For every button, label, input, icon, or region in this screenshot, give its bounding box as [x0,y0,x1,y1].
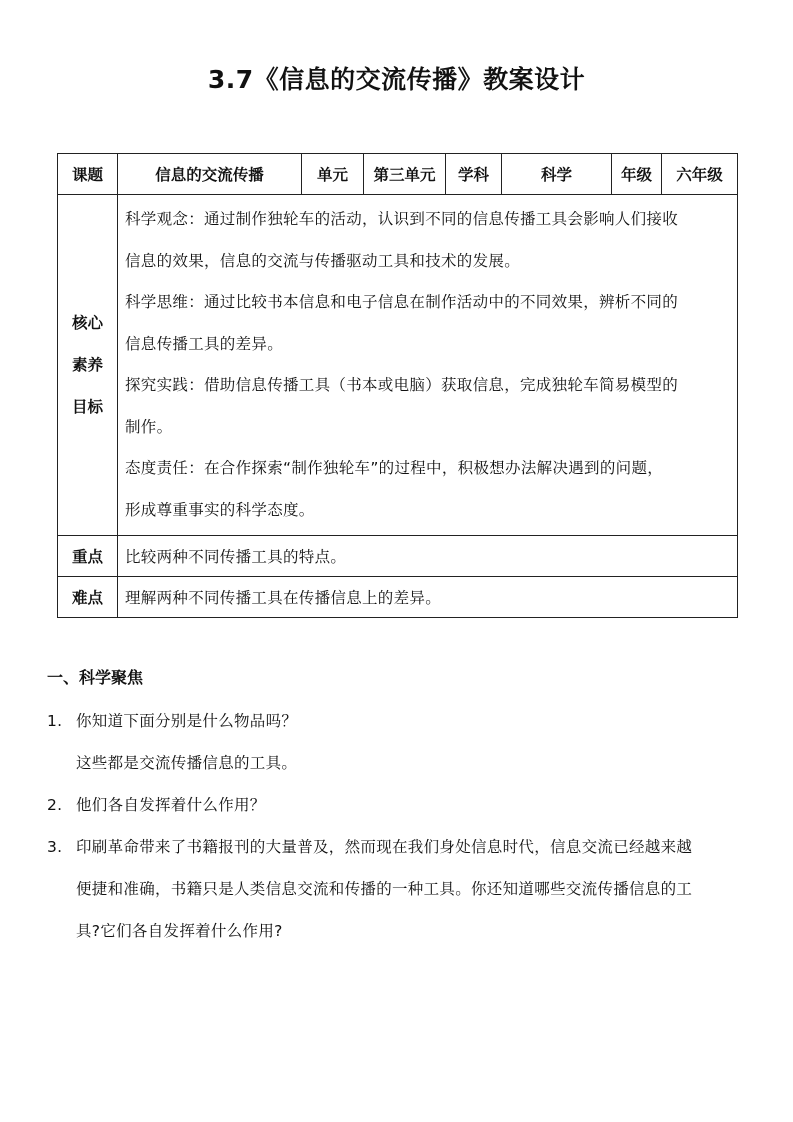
question-text-continued: 这些都是交流传播信息的工具。 [76,754,298,772]
key-point-label: 重点 [58,536,118,577]
core-line-5: 探究实践：借助信息传播工具（书本或电脑）获取信息，完成独轮车简易模型的 [125,376,679,394]
core-line-3: 科学思维：通过比较书本信息和电子信息在制作活动中的不同效果，辨析不同的 [125,293,679,311]
page-title: 3.7《信息的交流传播》教案设计 [207,65,586,94]
unit-label: 单元 [302,154,364,195]
unit-value: 第三单元 [364,154,446,195]
grade-value: 六年级 [662,154,738,195]
core-label-line-3: 目标 [71,398,103,416]
core-line-4: 信息传播工具的差异。 [125,334,284,353]
key-point-row [58,536,738,577]
question-text: 他们各自发挥着什么作用？ [76,796,266,814]
question-item-2 [47,784,757,826]
question-list [47,700,757,952]
grade-label: 年级 [612,154,662,195]
difficult-point-label: 难点 [58,577,118,618]
question-text: 你知道下面分别是什么物品吗？ [76,712,298,730]
topic-value: 信息的交流传播 [118,154,302,195]
topic-label: 课题 [58,154,118,195]
subject-label: 学科 [446,154,502,195]
question-number: 3. [47,838,63,856]
core-line-7: 态度责任：在合作探索“制作独轮车”的过程中，积极想办法解决遇到的问题， [125,459,664,477]
question-item-1 [47,700,757,784]
core-goals-label [58,195,118,536]
difficult-point-text: 理解两种不同传播工具在传播信息上的差异。 [118,577,738,618]
section-heading: 一、科学聚焦 [47,668,144,687]
core-line-8: 形成尊重事实的科学态度。 [125,500,315,519]
core-line-6: 制作。 [125,417,173,436]
table-header-row [58,154,738,195]
core-goals-content [118,195,738,536]
core-goals-row [58,195,738,536]
lesson-plan-table [57,153,738,618]
question-number: 2. [47,796,63,814]
subject-value: 科学 [502,154,612,195]
question-text-continued: 具?它们各自发挥着什么作用? [76,922,283,940]
question-text: 印刷革命带来了书籍报刊的大量普及，然而现在我们身处信息时代，信息交流已经越来越 [76,838,693,856]
question-item-3 [47,826,757,952]
question-text-continued: 便捷和准确，书籍只是人类信息交流和传播的一种工具。你还知道哪些交流传播信息的工 [76,880,693,898]
question-number: 1. [47,712,63,730]
difficult-point-row [58,577,738,618]
core-label-line-2: 素养 [71,356,103,374]
core-label-line-1: 核心 [71,314,103,332]
core-line-1: 科学观念：通过制作独轮车的活动，认识到不同的信息传播工具会影响人们接收 [125,210,679,228]
key-point-text: 比较两种不同传播工具的特点。 [118,536,738,577]
core-line-2: 信息的效果，信息的交流与传播驱动工具和技术的发展。 [125,251,521,270]
